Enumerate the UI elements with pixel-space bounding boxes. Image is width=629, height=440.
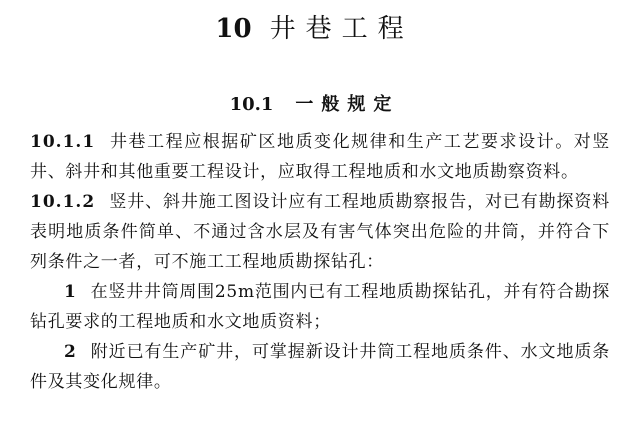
item-number: 1 (64, 282, 77, 302)
section-body (30, 127, 610, 397)
clause-10-1-2 (30, 187, 610, 277)
item-number: 2 (64, 342, 77, 362)
clause-10-1-1 (30, 127, 610, 187)
chapter-title: 井巷工程 (269, 14, 414, 44)
chapter-heading (0, 8, 629, 45)
clause-item-2 (30, 337, 610, 397)
clause-text: 竖井、斜井施工图设计应有工程地质勘察报告，对已有勘探资料表明地质条件简单、不通过含水层及有害气体突出危险的井筒，并符合下列条件之一者，可不施工工程地质勘探钻孔： (30, 192, 610, 272)
section-heading (0, 90, 629, 116)
clause-text: 井巷工程应根据矿区地质变化规律和生产工艺要求设计。对竖井、斜井和其他重要工程设计，应取得工程地质和水文地质勘察资料。 (30, 132, 610, 182)
clause-item-1 (30, 277, 610, 337)
item-text: 附近已有生产矿井，可掌握新设计井筒工程地质条件、水文地质条件及其变化规律。 (30, 342, 610, 392)
chapter-number: 10 (215, 14, 252, 44)
clause-number: 10.1.1 (30, 132, 96, 152)
clause-number: 10.1.2 (30, 192, 96, 212)
section-title: 一般规定 (295, 94, 400, 115)
item-text: 在竖井井筒周围25m范围内已有工程地质勘探钻孔，并有符合勘探钻孔要求的工程地质和水文地质资料； (30, 282, 610, 332)
section-number: 10.1 (229, 94, 274, 115)
